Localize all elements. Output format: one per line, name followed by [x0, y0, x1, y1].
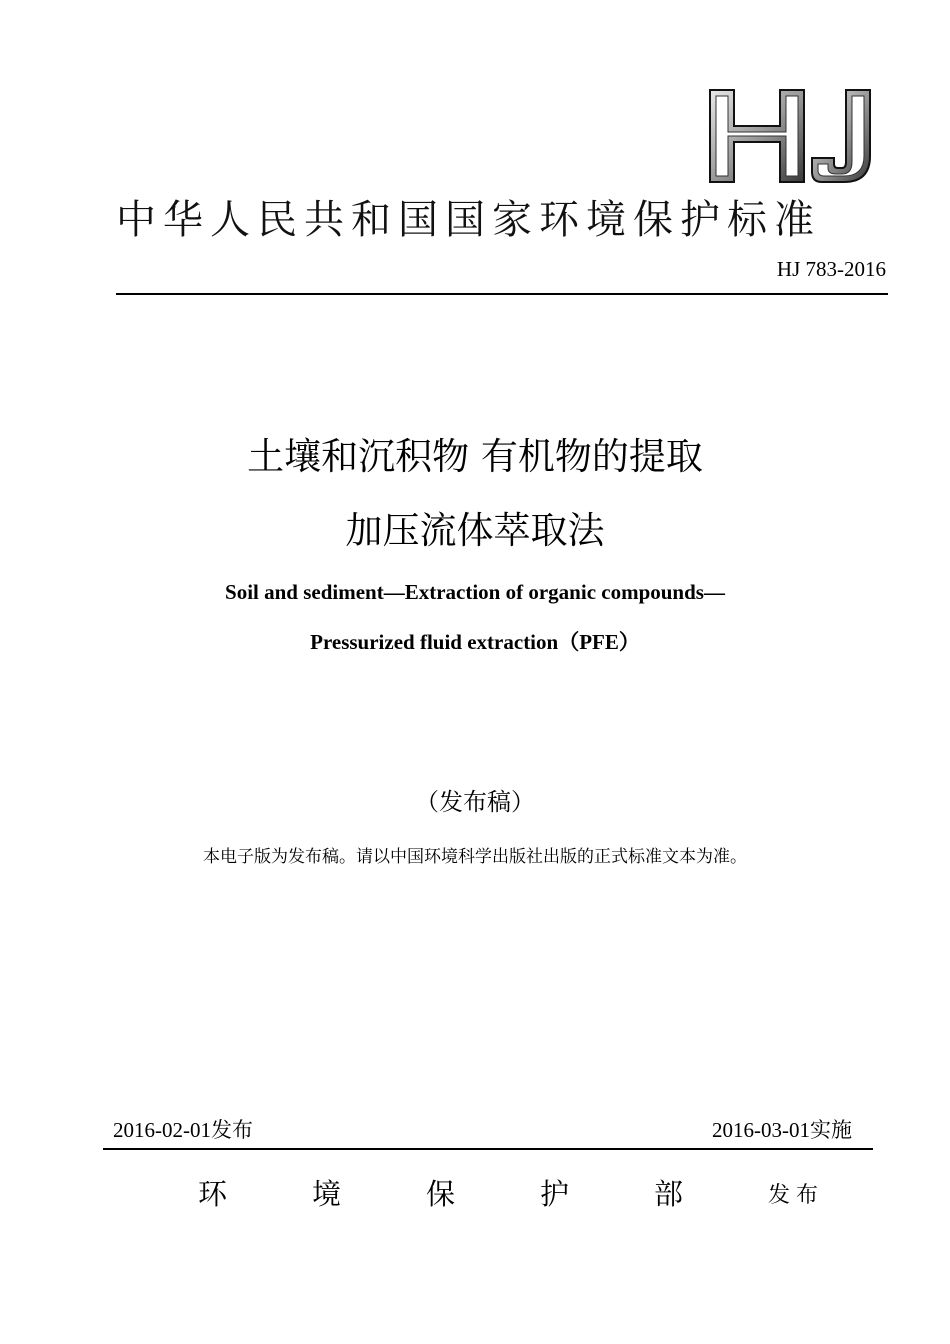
- draft-note: 本电子版为发布稿。请以中国环境科学出版社出版的正式标准文本为准。: [203, 847, 747, 867]
- logo-letter-j: [812, 90, 870, 182]
- chinese-title-line-2: 加压流体萃取法: [345, 509, 605, 552]
- hj-logo: [708, 88, 878, 184]
- ministry-char: 境: [312, 1177, 342, 1211]
- logo-letter-h: [710, 90, 804, 182]
- footer-divider: [103, 1148, 873, 1150]
- header-divider: [116, 293, 888, 295]
- english-title-line-2: Pressurized fluid extraction（PFE）: [310, 630, 640, 654]
- organization-title: 中华人民共和国国家环境保护标准: [116, 197, 821, 243]
- ministry-char: 环: [198, 1177, 228, 1211]
- standard-number: HJ 783-2016: [776, 257, 886, 281]
- chinese-title-line-1: 土壤和沉积物 有机物的提取: [247, 435, 703, 478]
- ministry-char: 护: [540, 1177, 570, 1211]
- ministry-char: 保: [426, 1177, 456, 1211]
- draft-label: （发布稿）: [415, 788, 535, 816]
- publish-label: 发布: [768, 1183, 825, 1208]
- effective-date: 2016-03-01实施: [712, 1118, 852, 1142]
- release-date: 2016-02-01发布: [113, 1118, 253, 1142]
- ministry-char: 部: [654, 1177, 684, 1211]
- english-title-line-1: Soil and sediment—Extraction of organic compounds—: [225, 580, 725, 604]
